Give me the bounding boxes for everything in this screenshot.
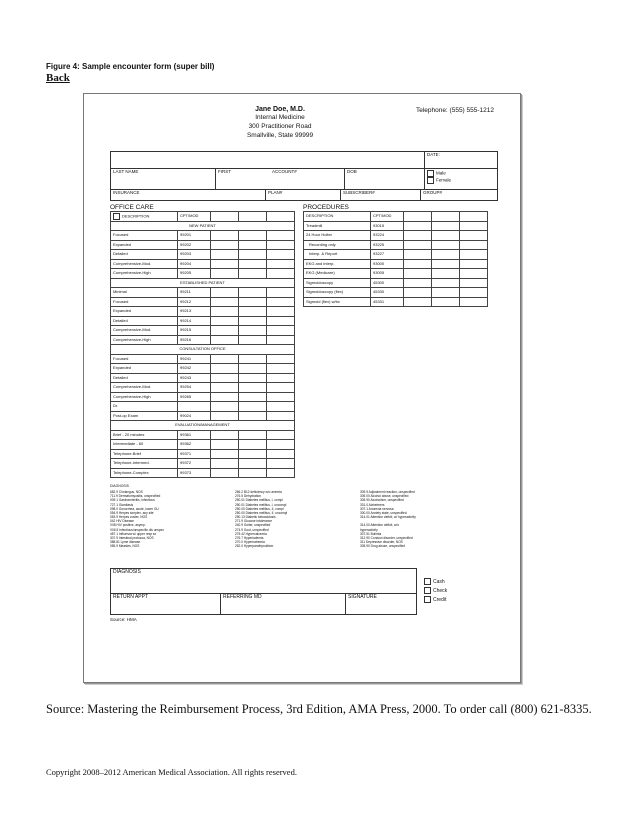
male-checkbox[interactable] (427, 170, 434, 177)
table-row: Telephone-Intermed. 99372 (111, 459, 295, 469)
diagnosis-code-item: 305.00 Alcohol abuse, unspecified (360, 494, 409, 499)
cash-checkbox[interactable] (424, 578, 431, 585)
figure-caption: Figure 4: Sample encounter form (super bill) (46, 62, 215, 71)
credit-label: Credit (433, 597, 447, 604)
diagnosis-code-item: 266.2 B12 deficiency w/o anemia (235, 490, 282, 495)
referring-md-label: REFERRING MD (221, 594, 346, 614)
telephone: Telephone: (555) 555-1212 (415, 107, 494, 114)
dx-column-1 (110, 490, 205, 548)
desc-checkbox[interactable] (113, 213, 120, 220)
table-row: Focused 99201 (111, 231, 295, 241)
table-row: Sigmoidoscopy 45300 (304, 278, 488, 288)
diagnosis-code-item: 250.00 Diabetes mellitus, II, compl (235, 506, 284, 511)
diagnosis-code-item: 305.90 Alcoholism, unspecified (360, 498, 404, 503)
table-row: Detailed 99214 (111, 316, 295, 326)
diagnosis-code-item: 271.9 Glucose intolerance (235, 519, 273, 524)
diagnosis-code-item: V06.5 Infectious/unspecific dis unspec (110, 527, 165, 532)
table-row: Comprehensive-High 99265 (111, 392, 295, 402)
account-label: ACCOUNT# (270, 169, 345, 189)
source-citation: Source: Mastering the Reimbursement Process, 3rd Edition, AMA Press, 2000. To order call (800) 621-8335. (46, 702, 592, 716)
table-row: Comprehensive-Mod. 99204 (111, 259, 295, 269)
credit-checkbox[interactable] (424, 596, 431, 603)
last-name-label: LAST NAME (111, 169, 216, 189)
dx-column-2 (235, 490, 330, 548)
female-checkbox[interactable] (427, 177, 434, 184)
diagnosis-code-item: 314.00 Attention deficit, w/o (360, 523, 399, 528)
table-row: Brief - 20 minutes 99361 (111, 430, 295, 440)
diagnosis-code-item: 300.00 Anxiety state, unspecified (360, 510, 407, 515)
plan-label: PLAN# (266, 190, 341, 200)
encounter-form (110, 103, 498, 623)
table-row: Sigmoidoscopy (flex) 45330 (304, 288, 488, 298)
insurance-label: INSURANCE (111, 190, 266, 200)
office-care-section (110, 202, 295, 478)
diagnosis-codes (110, 484, 498, 566)
procedures-table (303, 211, 488, 307)
diagnosis-code-item: 042 HIV Disease (110, 519, 134, 524)
form-source: Source: HMA (110, 617, 137, 623)
table-row: Comprehensive-Mod. 99254 (111, 383, 295, 393)
diagnosis-code-item: 054.9 Herpes simplex, any site (110, 510, 154, 515)
table-row: Expanded 99202 (111, 240, 295, 250)
payment-options (424, 578, 447, 605)
diagnosis-code-item: 098.0 Gonorrhea, acute, lower GU (110, 506, 159, 511)
group-label: GROUP# (423, 190, 443, 195)
dob-label: DOB (345, 169, 425, 189)
male-label: Male (436, 170, 446, 176)
diagnosis-code-item: 088.81 Lyme disease (110, 540, 141, 545)
diagnosis-code-item: 250.01 Diabetes mellitus, I, compl (235, 498, 283, 503)
table-row: Telephone-Brief 99371 (111, 449, 295, 459)
diagnosis-code-item: 311 Depressive disorder, NOS (360, 540, 403, 545)
established-patient-heading: ESTABLISHED PATIENT (111, 278, 295, 288)
diagnosis-code-item: 252.0 Hyperparathyroidism (235, 544, 274, 549)
diagnosis-code-item: 305.90 Drug abuse, unspecified (360, 544, 406, 549)
proc-description-header: DESCRIPTION (304, 212, 371, 222)
table-row: Comprehensive-High 99216 (111, 335, 295, 345)
subscriber-label: SUBSCRIBER# (341, 190, 421, 200)
table-row: Sigmoid (flex) w/bx 45331 (304, 297, 488, 307)
table-row: Detailed 99243 (111, 373, 295, 383)
copyright-notice: Copyright 2008–2012 American Medical Association. All rights reserved. (46, 767, 297, 777)
diagnosis-code-item: 682.9 Cholangus, NOS (110, 490, 143, 495)
diagnosis-code-item: 275.42 Hypercalcemia (235, 531, 267, 536)
bottom-grid (110, 568, 417, 615)
diagnosis-code-item: 307.51 Bulimia (360, 531, 382, 536)
table-row: Focused 99212 (111, 297, 295, 307)
table-row: Comprehensive-Mod. 99215 (111, 326, 295, 336)
consultation-office-heading: CONSULTATION OFFICE (111, 345, 295, 355)
office-care-heading: OFFICE CARE (110, 204, 154, 211)
patient-info-grid (110, 151, 498, 201)
procedures-section (303, 202, 498, 478)
procedures-heading: PROCEDURES (303, 204, 349, 211)
table-row: Post-op Exam 99024 (111, 411, 295, 421)
doctor-name: Jane Doe, M.D. (255, 106, 305, 113)
diagnosis-code-item: 711.9 Dermatomyositis, unspecified (110, 494, 161, 499)
office-care-table (110, 211, 295, 478)
dx-column-3 (360, 490, 470, 548)
diagnosis-code-item: 240.9 Goiter, unspecified (235, 523, 271, 528)
cash-label: Cash (433, 579, 445, 586)
date-label: DATE: (424, 152, 497, 168)
table-row: Expanded 99242 (111, 364, 295, 374)
return-appt-label: RETURN APPT (111, 594, 221, 614)
diagnosis-code-item: 487.1 Influenza w/ upper resp sx (110, 531, 157, 536)
diagnosis-code-item: hyperactivity (360, 527, 378, 532)
table-row: Telephone-Complex 99373 (111, 468, 295, 478)
signature-label: SIGNATURE (348, 594, 377, 601)
table-row: 24 Hour Holter 93224 (304, 231, 488, 241)
female-label: Female (436, 177, 452, 183)
diagnosis-code-item: 274.9 Gout, unspecified (235, 527, 269, 532)
table-row: Minimal 99211 (111, 288, 295, 298)
table-row: Treadmill 93015 (304, 221, 488, 231)
diagnosis-box: DIAGNOSIS (111, 569, 416, 594)
table-row: EKG and interp. 93000 (304, 259, 488, 269)
address-line-2: Smallville, State 99999 (246, 131, 314, 139)
diagnosis-code-item: V08 HIV positive, asymp. (110, 523, 146, 528)
table-row: Intermediate - 60 99362 (111, 440, 295, 450)
diagnosis-code-item: 009.1 Gastroenteritis, infectious (110, 498, 155, 503)
diagnosis-code-item: 053.9 Herpes zoster, NOS (110, 515, 148, 520)
diagnosis-code-item: 309.9 Adjustment reaction, unspecified (360, 490, 415, 495)
table-row: EKG (Medicare) 93005 (304, 269, 488, 279)
cptmod-header: CPT/MOD (178, 212, 211, 222)
check-label: Check (433, 588, 448, 595)
table-row: Detailed 99203 (111, 250, 295, 260)
specialty: Internal Medicine (255, 114, 305, 122)
check-checkbox[interactable] (424, 587, 431, 594)
diagnosis-code-item: 307.1 Anorexia nervosa (360, 506, 394, 511)
diagnosis-codes-heading: DIAGNOSIS (110, 484, 129, 489)
diagnosis-code-item: 270.0 Hypernatremia (235, 540, 265, 545)
table-row: Comprehensive-High 99205 (111, 269, 295, 279)
diagnosis-code-item: 276.7 Hyperkalemia (235, 535, 264, 540)
evaluation-management-heading: EVALUATION/MANAGEMENT (111, 421, 295, 431)
table-row: Recording only 93225 (304, 240, 488, 250)
diagnosis-code-item: 314.01 Attention deficit, w/ hyperactivity (360, 515, 416, 520)
proc-cptmod-header: CPT/MOD (371, 212, 404, 222)
new-patient-heading: NEW PATIENT (111, 221, 295, 231)
diagnosis-code-item: 276.5 Dehydration (235, 494, 262, 499)
diagnosis-code-item: 312.90 Conduct disorder, unspecified (360, 535, 413, 540)
first-label: FIRST (218, 169, 231, 174)
diagnosis-code-item: 307.9 Intestinal protozoa, NOS (110, 535, 154, 540)
address-line-1: 300 Practitioner Road (248, 123, 312, 131)
form-header (110, 103, 498, 151)
table-row: Dr. (111, 402, 295, 412)
description-header: DESCRIPTION (122, 213, 150, 219)
diagnosis-code-item: 727.1 Giardiasis (110, 502, 134, 507)
diagnosis-code-item: 250.13 Diabetic ketoacidosis (235, 515, 276, 520)
back-link[interactable]: Back (46, 72, 70, 84)
diagnosis-code-item: 250.01 Diabetes mellitus, I, uncompl (235, 502, 287, 507)
diagnosis-code-item: 331.0 Alzheimers (360, 502, 385, 507)
diagnosis-code-item: 055.9 Measles, NOS (110, 544, 140, 549)
table-row: Focused 99241 (111, 354, 295, 364)
table-row: Interp. & Report 93227 (304, 250, 488, 260)
table-row: Expanded 99213 (111, 307, 295, 317)
diagnosis-code-item: 250.00 Diabetes mellitus, II, uncompl (235, 510, 288, 515)
